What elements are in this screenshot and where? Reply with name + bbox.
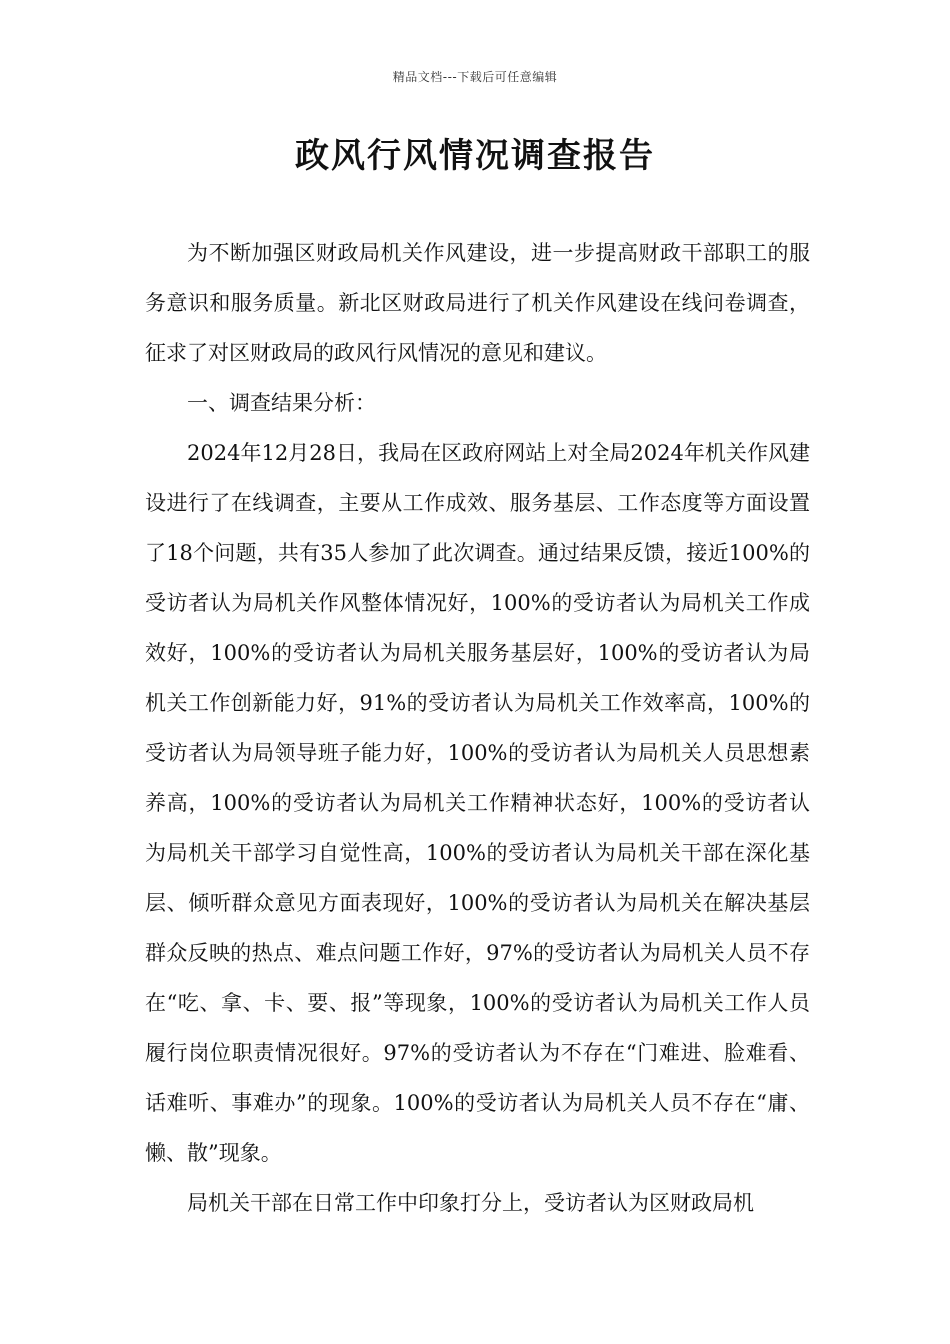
paragraph-intro: 为不断加强区财政局机关作风建设，进一步提高财政干部职工的服务意识和服务质量。新北区财政局进行了机关作风建设在线问卷调查，征求了对区财政局的政风行风情况的意见和建议。	[145, 241, 810, 365]
paragraph-continued: 局机关干部在日常工作中印象打分上，受访者认为区财政局机	[187, 1191, 754, 1215]
header-note: 精品文档---下载后可任意编辑	[392, 70, 558, 84]
section-heading: 一、调查结果分析：	[187, 391, 376, 415]
document-body	[145, 228, 810, 1228]
page-title: 政风行风情况调查报告	[295, 136, 655, 176]
paragraph-results: 2024年12月28日，我局在区政府网站上对全局2024年机关作风建设进行了在线调查，主要从工作成效、服务基层、工作态度等方面设置了18个问题，共有35人参加了此次调查。通过结果反馈，接近100%的受访者认为局机关作风整体情况好，100%的受访者认为局机关工作成效好，100%的受访者认为局机关服务基层好，100%的受访者认为局机关工作创新能力好，91%的受访者认为局机关工作效率高，100%的受访者认为局领导班子能力好，100%的受访者认为局机关人员思想素养高，100%的受访者认为局机关工作精神状态好，100%的受访者认为局机关干部学习自觉性高，100%的受访者认为局机关干部在深化基层、倾听群众意见方面表现好，100%的受访者认为局机关在解决基层群众反映的热点、难点问题工作好，97%的受访者认为局机关人员不存在“吃、拿、卡、要、报”等现象，100%的受访者认为局机关工作人员履行岗位职责情况很好。97%的受访者认为不存在“门难进、脸难看、话难听、事难办”的现象。100%的受访者认为局机关人员不存在“庸、懒、散”现象。	[145, 441, 810, 1165]
